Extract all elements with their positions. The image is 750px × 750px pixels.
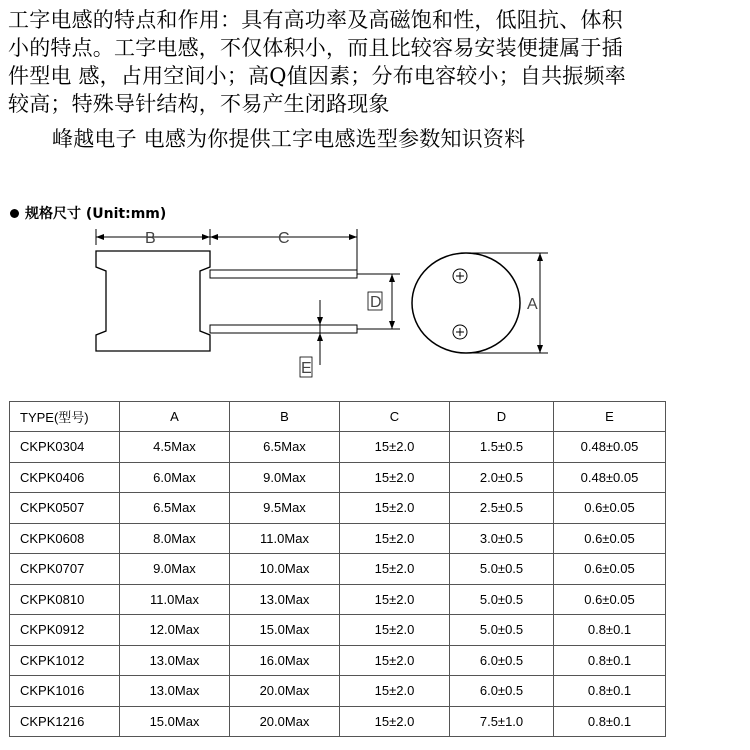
spec-table <box>9 401 666 737</box>
cell-b: 11.0Max <box>230 523 340 554</box>
cell-type: CKPK0406 <box>10 462 120 493</box>
cell-c: 15±2.0 <box>340 584 450 615</box>
intro-line-1: 工字电感的特点和作用：具有高功率及高磁饱和性，低阻抗、体积 <box>8 8 623 32</box>
cell-c: 15±2.0 <box>340 554 450 585</box>
cell-d: 5.0±0.5 <box>450 615 554 646</box>
cell-a: 12.0Max <box>120 615 230 646</box>
cell-a: 13.0Max <box>120 676 230 707</box>
header-e: E <box>554 402 666 432</box>
cell-b: 20.0Max <box>230 706 340 737</box>
cell-type: CKPK0304 <box>10 432 120 463</box>
cell-c: 15±2.0 <box>340 493 450 524</box>
label-e: E <box>301 360 312 377</box>
intro-paragraph <box>8 6 746 118</box>
cell-d: 2.0±0.5 <box>450 462 554 493</box>
cell-a: 4.5Max <box>120 432 230 463</box>
promo-line: 峰越电子 电感为你提供工字电感选型参数知识资料 <box>52 127 526 151</box>
cell-c: 15±2.0 <box>340 523 450 554</box>
cell-a: 9.0Max <box>120 554 230 585</box>
cell-a: 8.0Max <box>120 523 230 554</box>
cell-d: 6.0±0.5 <box>450 676 554 707</box>
table-body <box>10 432 666 737</box>
cell-type: CKPK1216 <box>10 706 120 737</box>
cell-a: 6.5Max <box>120 493 230 524</box>
table-row <box>10 462 666 493</box>
cell-e: 0.6±0.05 <box>554 584 666 615</box>
table-row <box>10 706 666 737</box>
cell-b: 9.5Max <box>230 493 340 524</box>
cell-b: 13.0Max <box>230 584 340 615</box>
cell-c: 15±2.0 <box>340 615 450 646</box>
table-row <box>10 554 666 585</box>
table-row <box>10 584 666 615</box>
cell-c: 15±2.0 <box>340 676 450 707</box>
end-view-circle <box>412 253 520 353</box>
cell-e: 0.6±0.05 <box>554 493 666 524</box>
lead-bottom <box>210 325 357 333</box>
cell-type: CKPK0810 <box>10 584 120 615</box>
intro-line-3: 件型电 感，占用空间小；高Q值因素；分布电容较小；自共振频率 <box>8 64 626 88</box>
table-header-row <box>10 402 666 432</box>
cell-d: 7.5±1.0 <box>450 706 554 737</box>
cell-e: 0.8±0.1 <box>554 706 666 737</box>
cell-c: 15±2.0 <box>340 432 450 463</box>
label-a: A <box>527 296 538 313</box>
label-d: D <box>370 294 382 311</box>
cell-b: 15.0Max <box>230 615 340 646</box>
header-c: C <box>340 402 450 432</box>
cell-b: 20.0Max <box>230 676 340 707</box>
cell-type: CKPK1012 <box>10 645 120 676</box>
header-b: B <box>230 402 340 432</box>
label-b: B <box>145 230 156 247</box>
table-row <box>10 493 666 524</box>
cell-d: 3.0±0.5 <box>450 523 554 554</box>
cell-a: 15.0Max <box>120 706 230 737</box>
cell-e: 0.8±0.1 <box>554 615 666 646</box>
cell-type: CKPK0912 <box>10 615 120 646</box>
cell-type: CKPK0507 <box>10 493 120 524</box>
dimension-diagram <box>0 215 750 385</box>
spec-heading-text: 规格尺寸 (Unit:mm) <box>25 206 167 222</box>
cell-a: 13.0Max <box>120 645 230 676</box>
table-row <box>10 432 666 463</box>
cell-b: 16.0Max <box>230 645 340 676</box>
cell-d: 5.0±0.5 <box>450 554 554 585</box>
table-row <box>10 645 666 676</box>
cell-e: 0.48±0.05 <box>554 432 666 463</box>
header-a: A <box>120 402 230 432</box>
cell-type: CKPK0608 <box>10 523 120 554</box>
cell-type: CKPK0707 <box>10 554 120 585</box>
table-row <box>10 615 666 646</box>
inductor-body <box>96 251 210 351</box>
table-row <box>10 676 666 707</box>
cell-e: 0.8±0.1 <box>554 676 666 707</box>
cell-b: 9.0Max <box>230 462 340 493</box>
cell-e: 0.6±0.05 <box>554 523 666 554</box>
cell-type: CKPK1016 <box>10 676 120 707</box>
cell-a: 11.0Max <box>120 584 230 615</box>
header-d: D <box>450 402 554 432</box>
table-row <box>10 523 666 554</box>
cell-e: 0.48±0.05 <box>554 462 666 493</box>
cell-b: 10.0Max <box>230 554 340 585</box>
cell-d: 5.0±0.5 <box>450 584 554 615</box>
cell-a: 6.0Max <box>120 462 230 493</box>
label-c: C <box>278 230 290 247</box>
header-type: TYPE(型号) <box>10 402 120 432</box>
intro-line-2: 小的特点。工字电感，不仅体积小，而且比较容易安装便捷属于插 <box>8 36 623 60</box>
cell-e: 0.6±0.05 <box>554 554 666 585</box>
lead-top <box>210 270 357 278</box>
cell-e: 0.8±0.1 <box>554 645 666 676</box>
cell-c: 15±2.0 <box>340 706 450 737</box>
cell-b: 6.5Max <box>230 432 340 463</box>
cell-d: 6.0±0.5 <box>450 645 554 676</box>
intro-line-4: 较高；特殊导针结构，不易产生闭路现象 <box>8 92 390 116</box>
cell-c: 15±2.0 <box>340 462 450 493</box>
cell-c: 15±2.0 <box>340 645 450 676</box>
cell-d: 2.5±0.5 <box>450 493 554 524</box>
cell-d: 1.5±0.5 <box>450 432 554 463</box>
